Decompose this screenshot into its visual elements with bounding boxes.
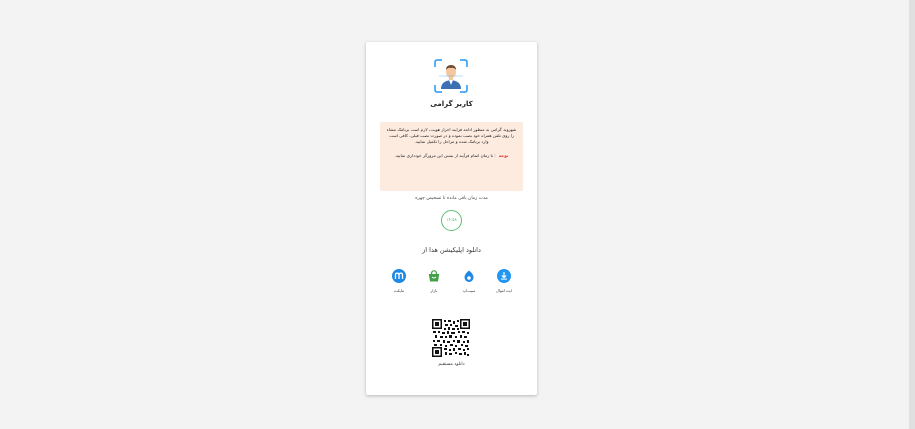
store-myket[interactable]: [384, 269, 414, 299]
store-label: مایکت: [393, 288, 405, 293]
sibapp-icon: [462, 269, 476, 283]
notice-warning: [386, 153, 517, 159]
download-title: دانلود اپلیکیشن هدا از: [422, 246, 481, 254]
user-avatar-icon: [433, 58, 469, 94]
remaining-time-label: مدت زمان باقی مانده تا تشخیص چهره: [415, 196, 488, 201]
store-sibapp[interactable]: [454, 269, 484, 299]
notice-box: [380, 122, 523, 191]
download-icon: [497, 269, 511, 283]
qr-direct-download-label: دانلود مستقیم: [438, 362, 465, 367]
verification-card: [366, 42, 537, 395]
store-label: سیب‌اپ: [462, 288, 476, 293]
page-scrollbar[interactable]: [909, 0, 915, 429]
card-title: کاربر گرامی: [430, 100, 473, 108]
myket-icon: [392, 269, 406, 283]
notice-warning-text: : تا زمان اتمام فرآیند از بستن این مرورگر خودداری نمایید.: [394, 153, 496, 158]
notice-text: شهروند گرامی به منظور ادامه فرایند احراز هویت، لازم است برنامک مشاء را روی تلفن همراه خود نصب نموده و در صورت نصب قبلی، کافی است وارد برنامک شده و مراحل را تکمیل نمایید.: [386, 127, 517, 144]
store-links: [384, 269, 519, 299]
store-label: ابت اموال: [496, 288, 512, 293]
store-direct-download[interactable]: [489, 269, 519, 299]
notice-warning-label: توجه: [498, 153, 509, 158]
store-bazaar[interactable]: [419, 269, 449, 299]
bazaar-icon: [427, 269, 441, 283]
countdown-timer: ۱۴:۵۸: [441, 210, 462, 231]
store-label: بازار: [430, 288, 438, 293]
qr-code-icon[interactable]: [432, 319, 470, 357]
